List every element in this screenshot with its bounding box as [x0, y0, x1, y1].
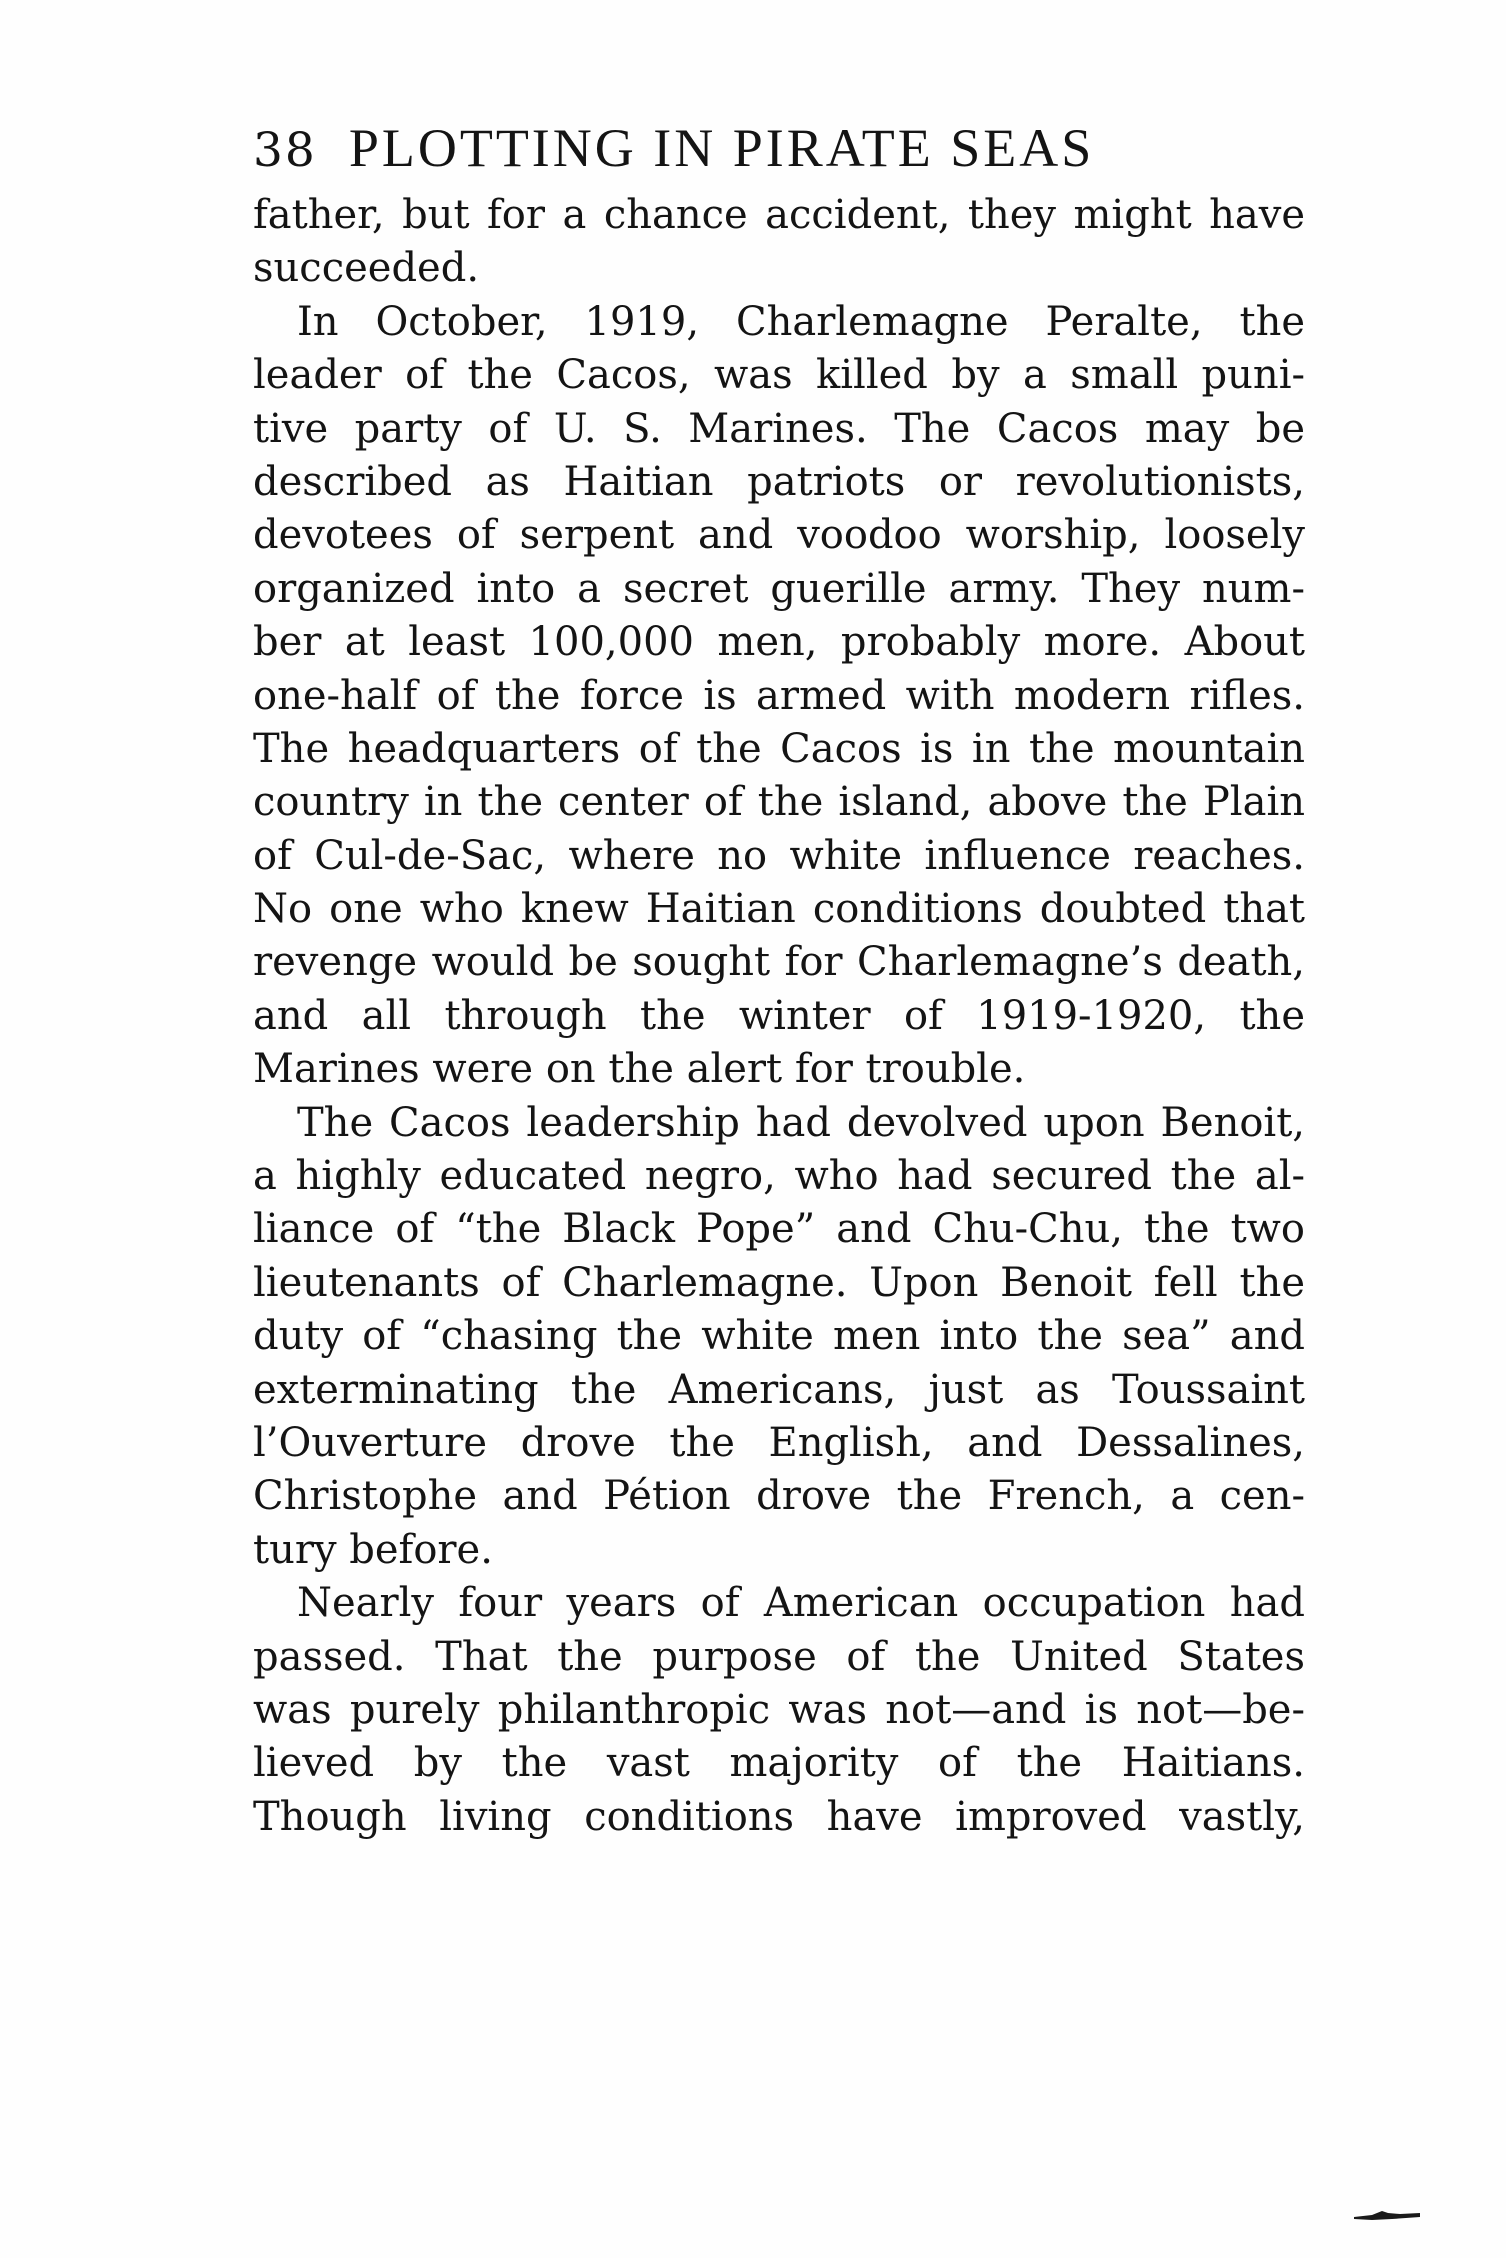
- text-line: lieved by the vast majority of the Haitians.: [253, 1740, 1305, 1787]
- text-line: l’Ouverture drove the English, and Dessalines,: [253, 1419, 1305, 1466]
- text-line: and all through the winter of 1919-1920, the: [253, 992, 1305, 1039]
- scan-mark-icon: [1352, 2208, 1422, 2222]
- running-head: [253, 118, 1303, 178]
- text-line: father, but for a chance accident, they might have: [253, 192, 1305, 238]
- text-line: The headquarters of the Cacos is in the mountain: [253, 725, 1305, 772]
- text-line: devotees of serpent and voodoo worship, loosely: [253, 512, 1305, 559]
- text-line: succeeded.: [253, 245, 480, 292]
- text-line: one-half of the force is armed with modern rifles.: [253, 672, 1305, 719]
- text-line: tive party of U. S. Marines. The Cacos may be: [253, 405, 1305, 452]
- page-number: 38: [253, 123, 317, 178]
- text-line: Nearly four years of American occupation had: [297, 1580, 1305, 1627]
- text-line: The Cacos leadership had devolved upon Benoit,: [297, 1099, 1305, 1146]
- text-line: Though living conditions have improved vastly,: [253, 1793, 1305, 1840]
- text-line: passed. That the purpose of the United States: [253, 1633, 1305, 1680]
- text-line: was purely philanthropic was not—and is not—be-: [253, 1686, 1305, 1733]
- text-line: exterminating the Americans, just as Toussaint: [253, 1366, 1305, 1413]
- text-line: No one who knew Haitian conditions doubted that: [253, 886, 1305, 933]
- text-line: a highly educated negro, who had secured the al-: [253, 1153, 1305, 1200]
- text-line: Christophe and Pétion drove the French, a cen-: [253, 1473, 1305, 1520]
- text-line: country in the center of the island, above the Plain: [253, 779, 1305, 826]
- text-line: described as Haitian patriots or revolutionists,: [253, 458, 1305, 505]
- running-title: PLOTTING IN PIRATE SEAS: [348, 118, 1095, 178]
- body-text: [253, 189, 1305, 1844]
- text-line: duty of “chasing the white men into the sea” and: [253, 1313, 1305, 1360]
- text-line: lieutenants of Charlemagne. Upon Benoit fell the: [253, 1259, 1305, 1306]
- text-line: revenge would be sought for Charlemagne’s death,: [253, 939, 1305, 986]
- text-line: leader of the Cacos, was killed by a small puni-: [253, 352, 1305, 399]
- text-line: ber at least 100,000 men, probably more. About: [253, 619, 1305, 666]
- text-line: of Cul-de-Sac, where no white influence reaches.: [253, 832, 1305, 879]
- text-line: tury before.: [253, 1526, 493, 1573]
- text-line: organized into a secret guerille army. They num-: [253, 565, 1305, 612]
- text-line: Marines were on the alert for trouble.: [253, 1046, 1026, 1093]
- text-line: In October, 1919, Charlemagne Peralte, the: [297, 298, 1305, 345]
- text-line: liance of “the Black Pope” and Chu-Chu, the two: [253, 1206, 1305, 1253]
